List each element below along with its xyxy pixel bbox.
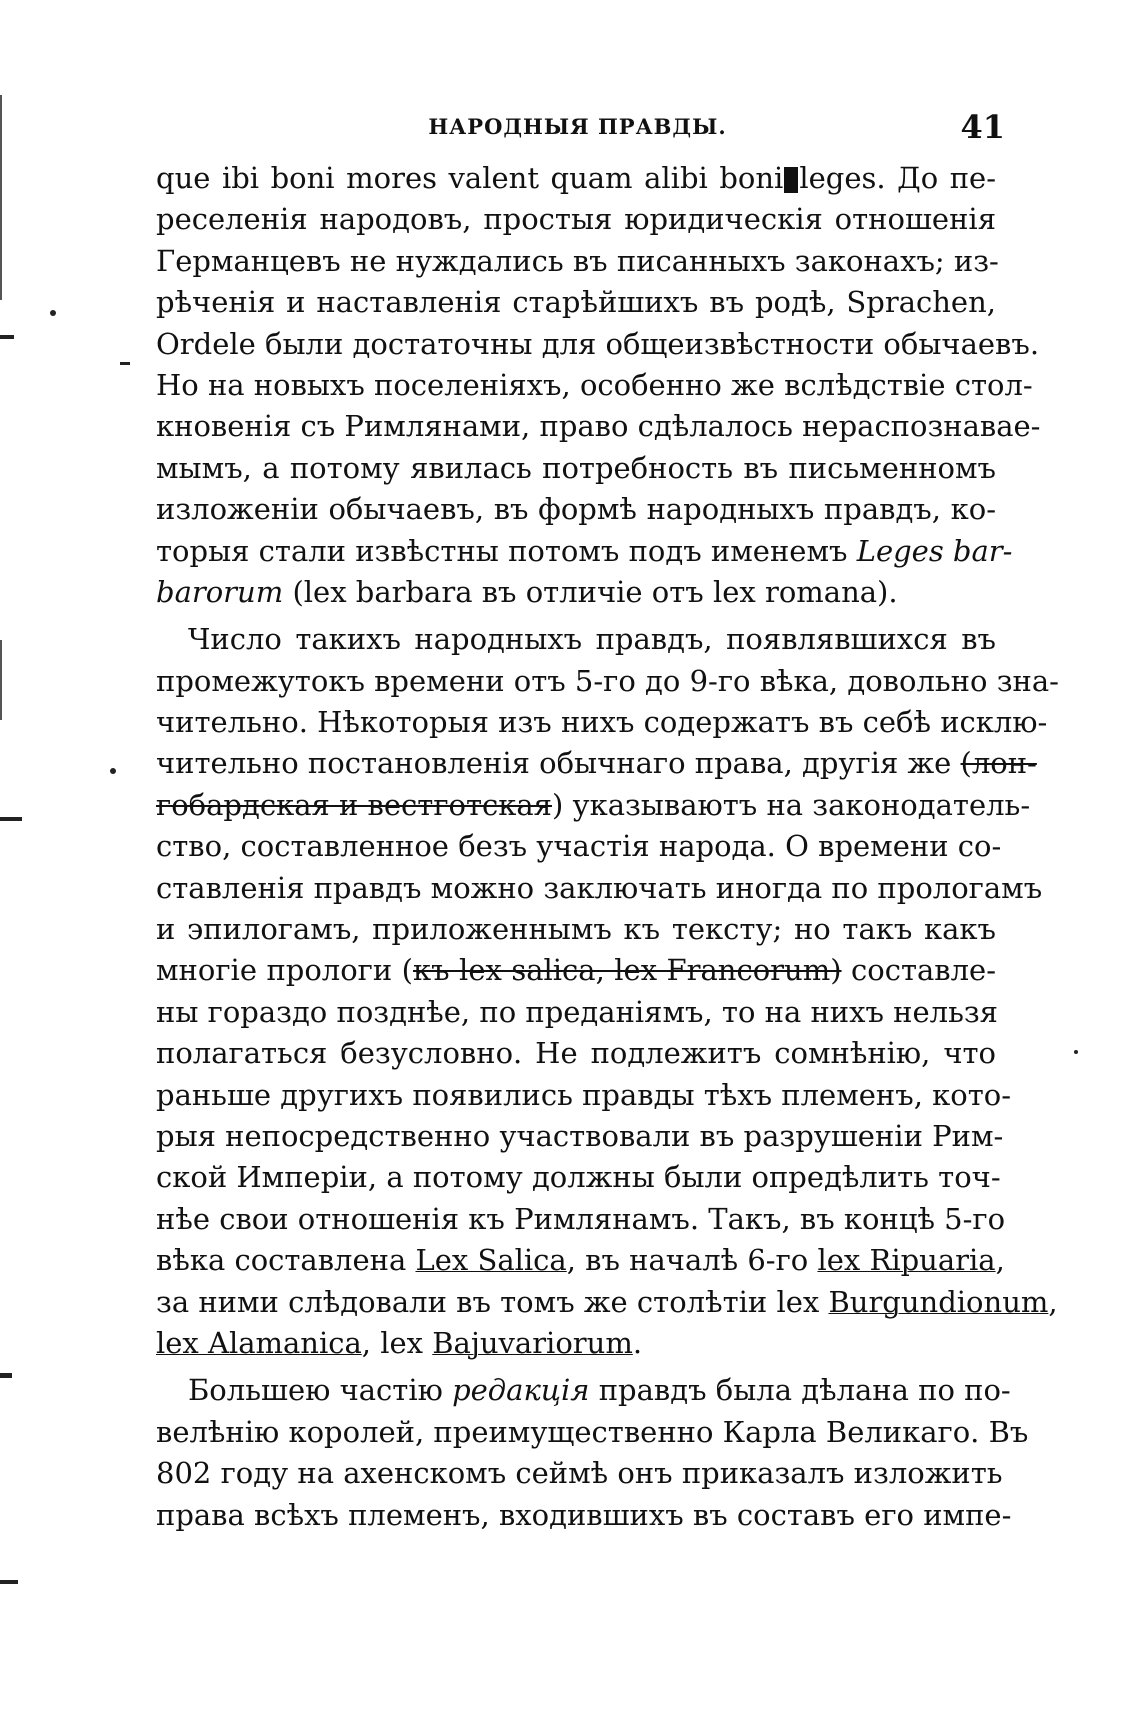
- text-line: 802 году на ахенскомъ сеймѣ онъ приказалъ изложить: [156, 1456, 1003, 1491]
- text-line: изложеніи обычаевъ, въ формѣ народныхъ правдъ, ко-: [156, 492, 996, 527]
- text-line: [156, 158, 996, 199]
- text-line: и эпилогамъ, приложеннымъ къ тексту; но такъ какъ: [156, 912, 996, 947]
- text-line: [156, 785, 1031, 826]
- body-text: [156, 158, 1059, 1542]
- text-span: .: [632, 1325, 643, 1360]
- margin-dot: [50, 310, 56, 316]
- margin-mark: [0, 1580, 18, 1584]
- text-line: [156, 1370, 1011, 1411]
- text-line: раньше другихъ появились правды тѣхъ племенъ, кото-: [156, 1077, 1012, 1112]
- text-span: ,: [995, 1243, 1005, 1278]
- struck-text: (лон-: [960, 746, 1037, 781]
- text-line: ставленія правдъ можно заключать иногда по прологамъ: [156, 870, 1043, 905]
- margin-mark: [0, 817, 22, 821]
- text-line: нѣе свои отношенія къ Римлянамъ. Такъ, въ концѣ 5-го: [156, 1201, 1006, 1236]
- text-line: [156, 1240, 1005, 1281]
- text-line: Число такихъ народныхъ правдъ, появлявшихся въ: [188, 622, 996, 657]
- page-number: 41: [960, 108, 1005, 146]
- scan-edge-line: [0, 95, 2, 300]
- text-line: [156, 743, 1037, 784]
- text-span: Большею частію: [188, 1373, 453, 1408]
- text-line: полагаться безусловно. Не подлежитъ сомнѣнію, что: [156, 1036, 996, 1071]
- text-line: права всѣхъ племенъ, входившихъ въ составъ его импе-: [156, 1497, 1012, 1532]
- underlined-term: Lex Salica: [415, 1243, 567, 1278]
- running-head: НАРОДНЫЯ ПРАВДЫ.: [428, 114, 727, 139]
- margin-mark: [0, 335, 14, 339]
- text-line: Но на новыхъ поселеніяхъ, особенно же вслѣдствіе стол-: [156, 367, 1033, 402]
- underlined-term: lex Alamanica: [156, 1325, 362, 1360]
- text-line: Германцевъ не нуждались въ писанныхъ законахъ; из-: [156, 243, 999, 278]
- text-line: реселенія народовъ, простыя юридическія отношенія: [156, 202, 996, 237]
- text-span: , lex: [361, 1325, 433, 1360]
- text-span: (lex barbara въ отличіе отъ lex romana).: [292, 574, 898, 609]
- text-line: ской Имперіи, а потому должны были опредѣлить точ-: [156, 1160, 1001, 1195]
- page-header: [150, 108, 1005, 154]
- text-span: многіе прологи (: [156, 953, 413, 988]
- text-line: кновенія съ Римлянами, право сдѣлалось нераспознавае-: [156, 409, 1041, 444]
- margin-mark: [0, 1373, 12, 1378]
- paragraph-1: [156, 158, 1041, 613]
- text-span: за ними слѣдовали въ томъ же столѣтіи lex: [156, 1284, 829, 1319]
- text-line: [156, 572, 996, 613]
- text-span: ) указываютъ на законодатель-: [551, 787, 1031, 822]
- ink-blot: [784, 167, 798, 193]
- text-line: рѣченія и наставленія старѣйшихъ въ родѣ, Sprachen,: [156, 285, 996, 320]
- paragraph-2: [156, 619, 1059, 1364]
- text-span: ,: [1048, 1284, 1058, 1319]
- text-line: ство, составленное безъ участія народа. О времени со-: [156, 829, 1002, 864]
- text-span: вѣка составлена: [156, 1243, 416, 1278]
- margin-dot: [110, 768, 116, 774]
- margin-mark: [120, 362, 130, 365]
- struck-text: къ lex salica, lex Francorum): [413, 953, 842, 988]
- text-span: чительно постановленія обычнаго права, другія же: [156, 746, 952, 781]
- text-span: торыя стали извѣстны потомъ подъ именемъ: [156, 533, 848, 568]
- underlined-term: lex Ripuaria: [817, 1243, 996, 1278]
- text-span: , въ началѣ 6-го: [566, 1243, 818, 1278]
- text-span: правдъ была дѣлана по по-: [589, 1373, 1011, 1408]
- text-line: чительно. Нѣкоторыя изъ нихъ содержатъ въ себѣ исклю-: [156, 705, 1048, 740]
- text-line: [156, 1282, 1058, 1323]
- scan-edge-line: [0, 640, 2, 720]
- italic-term: редакція: [452, 1373, 590, 1408]
- struck-text: гобардская и вестготская: [156, 787, 552, 822]
- text-line: рыя непосредственно участвовали въ разрушеніи Рим-: [156, 1118, 1004, 1153]
- text-line: Ordele были достаточны для общеизвѣстности обычаевъ.: [156, 326, 1040, 361]
- text-line: [156, 1323, 996, 1364]
- text-span: составле-: [841, 953, 996, 988]
- text-line: промежутокъ времени отъ 5-го до 9-го вѣка, довольно зна-: [156, 663, 1059, 698]
- underlined-term: Burgundionum: [828, 1284, 1049, 1319]
- italic-term: Leges bar-: [856, 533, 1013, 568]
- text-line: мымъ, а потому явилась потребность въ письменномъ: [156, 450, 996, 485]
- text-span: que ibi boni mores valent quam alibi boni: [156, 161, 784, 195]
- paragraph-3: [156, 1370, 1029, 1536]
- text-line: велѣнію королей, преимущественно Карла Великаго. Въ: [156, 1414, 1029, 1449]
- italic-term: barorum: [156, 574, 284, 609]
- underlined-term: Bajuvariorum: [432, 1325, 633, 1360]
- margin-dot: [1074, 1050, 1078, 1054]
- text-line: [156, 950, 996, 991]
- text-line: [156, 531, 1013, 572]
- text-span: leges. До пе-: [799, 161, 996, 195]
- text-line: ны гораздо позднѣе, по преданіямъ, то на нихъ нельзя: [156, 994, 998, 1029]
